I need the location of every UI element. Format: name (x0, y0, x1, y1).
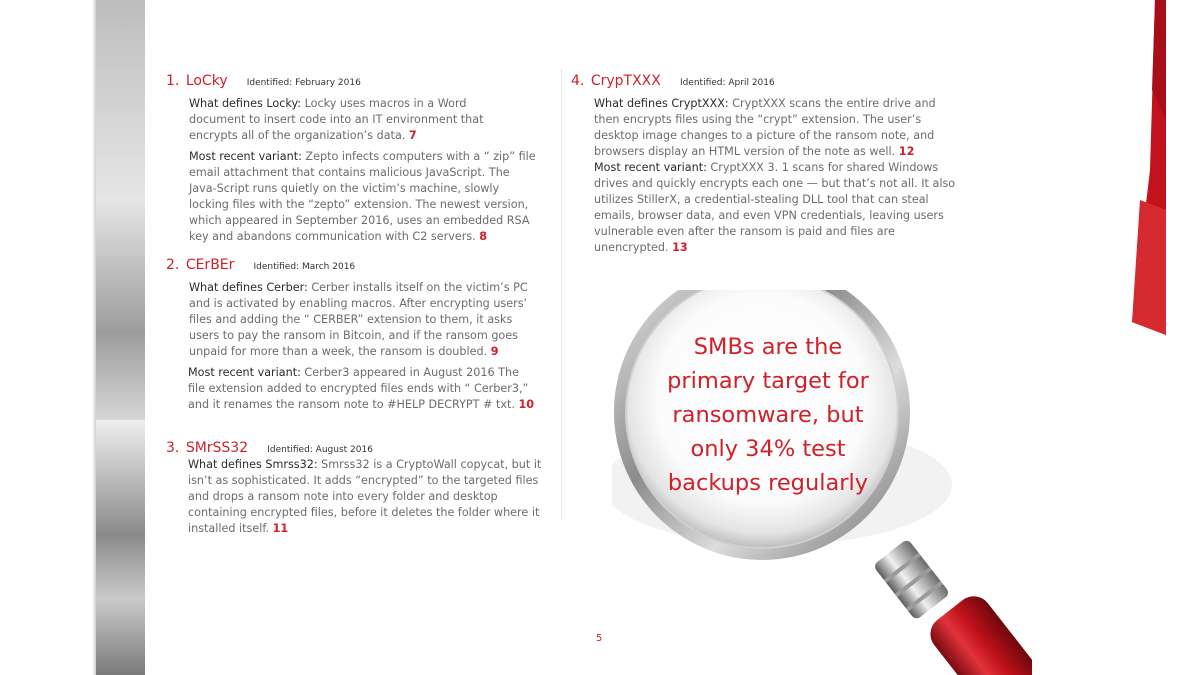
column-divider (561, 70, 562, 520)
callout-line: backups regularly (667, 470, 869, 496)
paragraph (594, 160, 964, 256)
section-number: 4. (571, 73, 585, 89)
paragraph-text: Locky uses macros in a Word document to insert code into an IT environment that encrypts all of the organization’s data. (189, 97, 484, 142)
identified-date: Identified: February 2016 (246, 78, 361, 88)
page-number: 5 (596, 633, 603, 644)
callout-line: SMBs are the (693, 334, 843, 360)
background-photo-strip (0, 0, 145, 675)
paragraph-text: Cerber installs itself on the victim’s PC and is activated by enabling macros. After encrypting users’ files and adding the “ CERBER” extension to them, it asks users to pay the ransom in Bitcoin, and if the ransom goes unpaid for more than a week, the ransom is doubled. (189, 281, 528, 358)
footnote-ref: 10 (518, 398, 535, 411)
paragraph-text: Cerber3 appeared in August 2016 The file extension added to encrypted files ends with “ Cerber3,” and it renames the ransom note to #HELP DECRYPT # txt. (188, 366, 529, 411)
paragraph (189, 149, 539, 245)
callout-text (642, 330, 894, 500)
paragraph-label: What defines Cerber: (189, 281, 308, 294)
section-heading (166, 70, 546, 89)
footnote-ref: 13 (672, 241, 688, 254)
section-number: 3. (166, 440, 180, 456)
section-heading (571, 70, 971, 89)
paragraph-label: What defines CryptXXX: (594, 97, 729, 110)
paragraph (188, 457, 546, 537)
section-title: CrypTXXX (590, 73, 661, 89)
paragraph (594, 96, 964, 160)
section-cerber (166, 254, 551, 413)
paragraph-text: CryptXXX 3. 1 scans for shared Windows drives and quickly encrypts each one — but that’s not all. It also utilizes StillerX, a credential-stealing DLL tool that can steal emails, browser data, and even VPN credentials, leaving users vulnerable even after the ransom is paid and files are unencrypted. (594, 161, 956, 254)
paragraph (188, 365, 538, 413)
section-locky (166, 70, 546, 245)
section-title: CErBEr (185, 257, 235, 273)
paragraph-label: Most recent variant: (594, 161, 707, 174)
identified-date: Identified: April 2016 (679, 78, 775, 88)
section-cryptxxx (571, 70, 971, 256)
callout-line: primary target for (667, 368, 869, 394)
footnote-ref: 8 (479, 230, 488, 243)
paragraph-label: What defines Smrss32: (188, 458, 318, 471)
section-number: 2. (166, 257, 180, 273)
paragraph-label: Most recent variant: (188, 366, 301, 379)
footnote-ref: 12 (898, 145, 915, 158)
section-title: LoCky (185, 73, 228, 89)
paragraph-text: Smrss32 is a CryptoWall copycat, but it isn’t as sophisticated. It adds “encrypted” to the targeted files and drops a ransom note into every folder and desktop containing encrypted files, before it deletes the folder where it installed itself. (188, 458, 542, 535)
footnote-ref: 11 (272, 522, 289, 535)
callout-line: ransomware, but (672, 402, 864, 428)
identified-date: Identified: August 2016 (267, 445, 373, 455)
paragraph (189, 280, 544, 360)
paragraph-text: Zepto infects computers with a “ zip” file email attachment that contains malicious JavaScript. The Java-Script runs quietly on the victim’s machine, slowly locking files with the “zepto” extension. The newest version, which appeared in September 2016, uses an embedded RSA key and abandons communication with C2 servers. (189, 150, 536, 243)
paragraph-label: Most recent variant: (189, 150, 302, 163)
paragraph (189, 96, 524, 144)
identified-date: Identified: March 2016 (253, 262, 356, 272)
footnote-ref: 7 (408, 129, 417, 142)
section-title: SMrSS32 (185, 440, 249, 456)
paragraph-text: CryptXXX scans the entire drive and then encrypts files using the “crypt” extension. The user’s desktop image changes to a picture of the ransom note, and browsers display an HTML version of the note as well. (594, 97, 936, 158)
callout-line: only 34% test (690, 436, 846, 462)
section-smrss32 (166, 437, 551, 537)
section-number: 1. (166, 73, 180, 89)
footnote-ref: 9 (490, 345, 499, 358)
red-ribbon-decoration (1060, 0, 1200, 340)
paragraph-label: What defines Locky: (189, 97, 302, 110)
section-heading (166, 254, 551, 273)
section-heading (166, 437, 551, 456)
